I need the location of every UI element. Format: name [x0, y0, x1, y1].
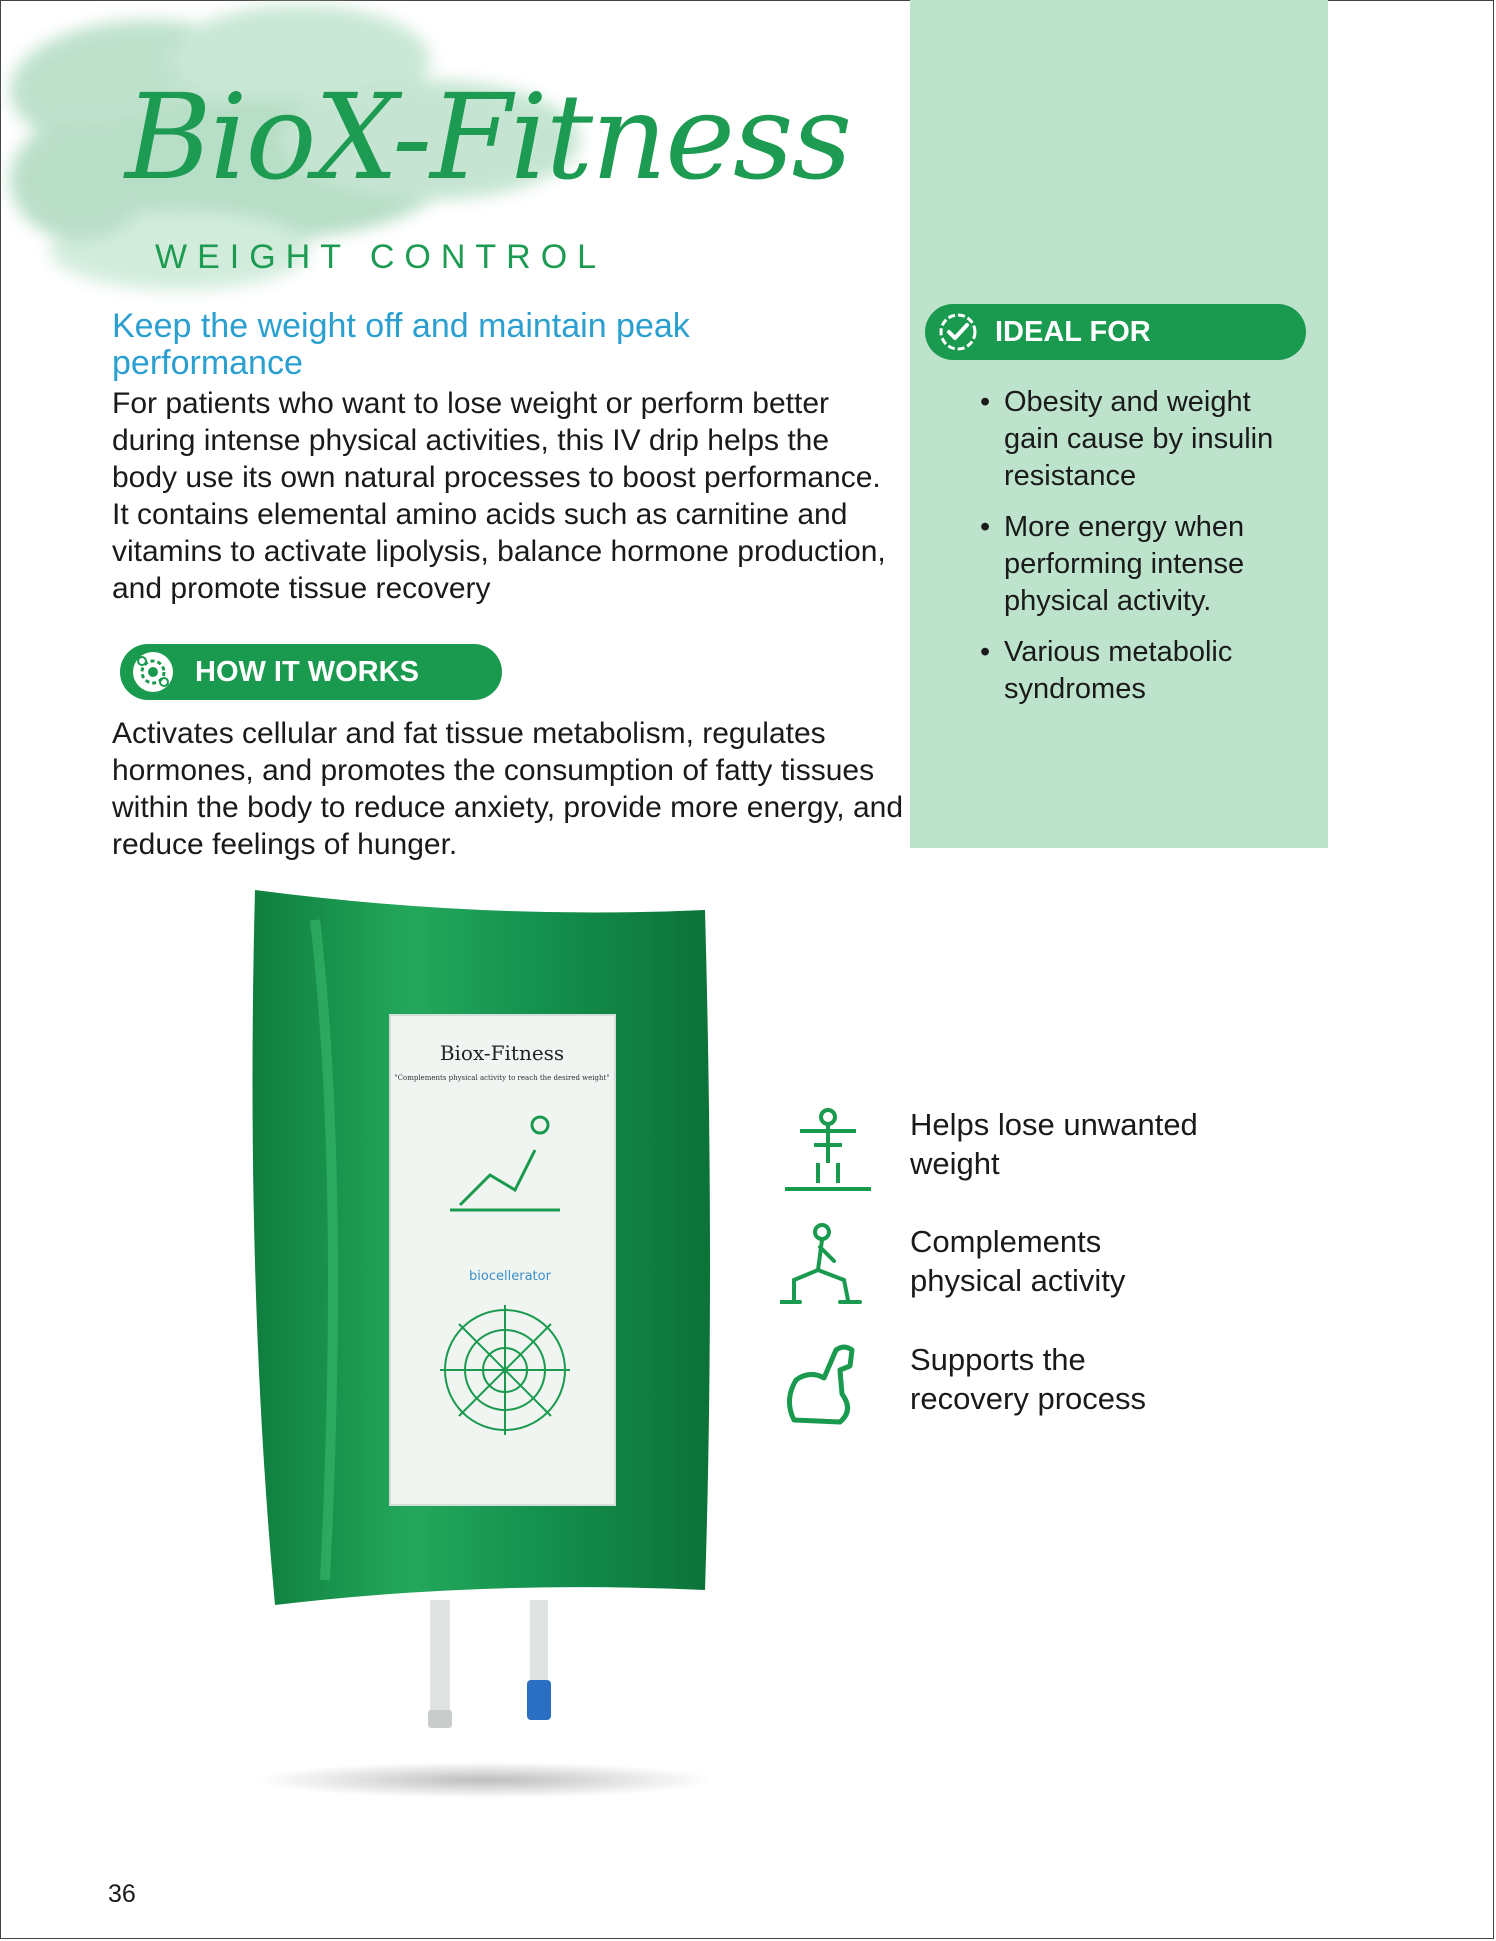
bag-brand: biocellerator — [469, 1269, 551, 1284]
benefit-item — [780, 1105, 1198, 1205]
how-it-works-body: Activates cellular and fat tissue metabolism, regulates hormones, and promotes the consumption of fatty tissues within the body to reduce anxiety, provide more energy, and reduce feelings of hunger. — [112, 717, 904, 861]
mandala-icon — [440, 1305, 570, 1435]
flexed-arm-icon — [780, 1340, 876, 1430]
check-badge-icon — [937, 311, 979, 353]
gears-icon — [132, 651, 174, 693]
how-it-works-label: HOW IT WORKS — [195, 655, 419, 688]
ideal-for-pill — [925, 304, 1306, 360]
intro-heading: Keep the weight off and maintain peak performance — [112, 307, 690, 382]
ideal-for-item: • Obesity and weight gain cause by insulin resistance — [978, 384, 1308, 495]
ideal-for-list — [978, 384, 1308, 722]
intro-body: For patients who want to lose weight or perform better during intense physical activities, this IV drip helps the body use its own natural processes to boost performance. It contains elemental amino acids such as carnitine and vitamins to activate lipolysis, balance hormone production, and promote tissue recovery — [112, 387, 886, 605]
benefit-item — [780, 1340, 1180, 1440]
lunge-exercise-icon — [780, 1222, 876, 1312]
bag-label-title: Biox-Fitness — [439, 1041, 565, 1065]
benefit-text: Helps lose unwanted weight — [910, 1107, 1198, 1181]
page-number: 36 — [108, 1880, 136, 1908]
benefit-text: Complements physical activity — [910, 1224, 1126, 1298]
ideal-for-item: • Various metabolic syndromes — [978, 634, 1308, 708]
page-subtitle: WEIGHT CONTROL — [155, 238, 607, 276]
benefit-item — [780, 1222, 1180, 1322]
ideal-for-label: IDEAL FOR — [995, 315, 1151, 348]
how-it-works-pill — [120, 644, 502, 700]
benefit-text: Supports the recovery process — [910, 1342, 1147, 1416]
page-title: BioX-Fitness — [125, 68, 851, 206]
bag-label-tagline: "Complements physical activity to reach the desired weight" — [394, 1074, 610, 1082]
body-measure-icon — [780, 1105, 876, 1195]
ideal-for-item: • More energy when performing intense physical activity. — [978, 509, 1308, 620]
iv-bag-image — [235, 880, 735, 1800]
